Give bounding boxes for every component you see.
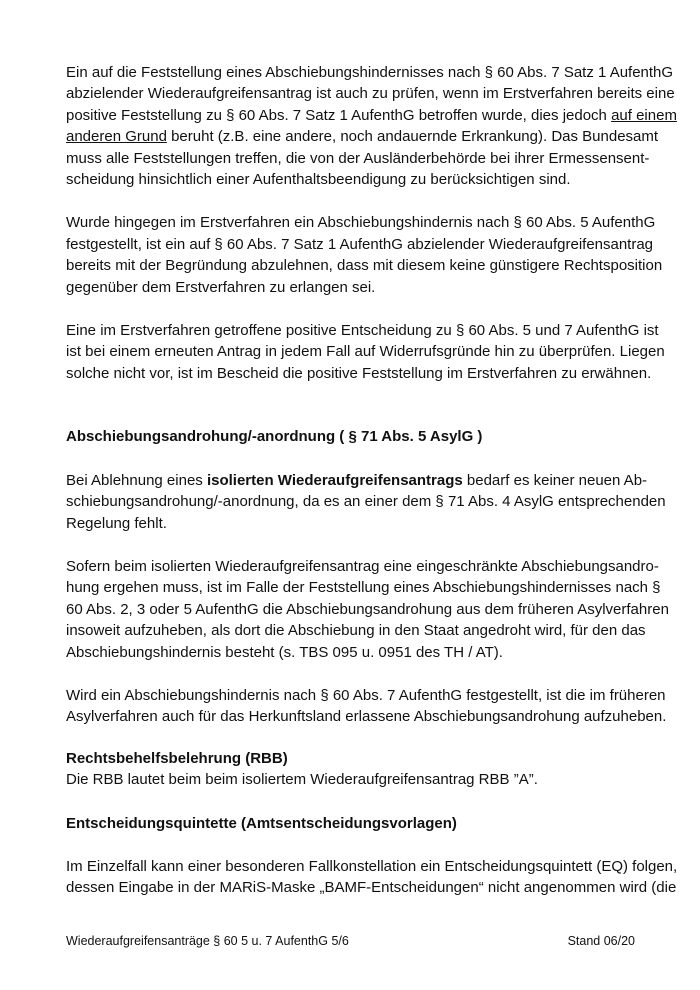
paragraph-6-line-2: Asylverfahren auch für das Herkunftsland erlassene Abschiebungsandrohung aufzuheben.: [66, 708, 667, 726]
document-body: [66, 62, 678, 899]
paragraph-5: [66, 556, 669, 663]
paragraph-5-line-3: 60 Abs. 2, 3 oder 5 AufenthG die Abschiebungsandrohung aus dem früheren Asylverfahren: [66, 600, 669, 618]
footer-document-title: Wiederaufgreifensanträge § 60 5 u. 7 AufenthG 5/6: [66, 934, 349, 948]
footer-version: Stand 06/20: [567, 934, 635, 948]
paragraph-5-line-1: Sofern beim isolierten Wiederaufgreifensantrag eine eingeschränkte Abschiebungsandro-: [66, 557, 659, 575]
paragraph-4-line-1-text-a: Bei Ablehnung eines: [66, 471, 207, 489]
paragraph-1-line-6: scheidung hinsichtlich einer Aufenthaltsbeendigung zu berücksichtigen sind.: [66, 171, 571, 189]
section-heading-entscheidungsquintette: Entscheidungsquintette (Amtsentscheidungsvorlagen): [66, 814, 457, 832]
paragraph-4-line-1-text-c: bedarf es keiner neuen Ab-: [462, 471, 648, 489]
paragraph-8: [66, 856, 678, 899]
paragraph-1: [66, 62, 677, 190]
paragraph-1-line-1: Ein auf die Feststellung eines Abschiebungshindernisses nach § 60 Abs. 7 Satz 1 AufenthG: [66, 64, 674, 81]
paragraph-1-line-5: muss alle Feststellungen treffen, die von der Ausländerbehörde bei ihrer Ermessensent-: [66, 149, 650, 167]
paragraph-5-line-2: hung ergehen muss, ist im Falle der Feststellung eines Abschiebungshindernisses nach §: [66, 579, 661, 597]
paragraph-2-line-3: bereits mit der Begründung abzulehnen, dass mit diesem keine günstigere Rechtsposition: [66, 257, 663, 275]
paragraph-3-line-1: Eine im Erstverfahren getroffene positive Entscheidung zu § 60 Abs. 5 und 7 AufenthG ist: [66, 322, 659, 340]
paragraph-2-line-1: Wurde hingegen im Erstverfahren ein Abschiebungshindernis nach § 60 Abs. 5 AufenthG: [66, 214, 656, 232]
paragraph-2: [66, 212, 663, 298]
paragraph-1-line-3-text: positive Feststellung zu § 60 Abs. 7 Satz 1 AufenthG betroffen wurde, dies jedoch: [66, 106, 612, 124]
paragraph-4: [66, 470, 666, 534]
paragraph-8-line-1: Im Einzelfall kann einer besonderen Fallkonstellation ein Entscheidungsquintett (EQ) folgen,: [66, 857, 678, 875]
paragraph-3: [66, 320, 665, 384]
paragraph-4-line-2: schiebungsandrohung/-anordnung, da es an einer dem § 71 Abs. 4 AsylG entsprechenden: [66, 493, 666, 511]
underlined-text-2: anderen Grund: [66, 128, 167, 146]
bold-text: isolierten Wiederaufgreifensantrags: [206, 471, 463, 489]
paragraph-2-line-2: festgestellt, ist ein auf § 60 Abs. 7 Satz 1 AufenthG abzielender Wiederaufgreifensantrag: [66, 235, 654, 253]
paragraph-3-line-3: solche nicht vor, ist im Bescheid die positive Feststellung im Erstverfahren zu erwähnen.: [66, 364, 652, 382]
paragraph-5-line-5: Abschiebungshindernis besteht (s. TBS 095 u. 0951 des TH / AT).: [66, 643, 503, 661]
paragraph-1-line-2: abzielender Wiederaufgreifensantrag ist auch zu prüfen, wenn im Erstverfahren bereits eine: [66, 85, 675, 103]
paragraph-6: [66, 685, 667, 728]
underlined-text-1: auf einem: [611, 106, 677, 124]
paragraph-1-line-3: [66, 105, 677, 126]
paragraph-3-line-2: ist bei einem erneuten Antrag in jedem Fall auf Widerrufsgründe hin zu überprüfen. Liegen: [66, 343, 665, 361]
paragraph-1-line-4: [66, 126, 659, 147]
paragraph-8-line-2: dessen Eingabe in der MARiS-Maske „BAMF-Entscheidungen“ nicht angenommen wird (die: [66, 879, 677, 897]
rbb-text: Die RBB lautet beim beim isoliertem Wiederaufgreifensantrag RBB ”A”.: [66, 771, 538, 789]
paragraph-6-line-1: Wird ein Abschiebungshindernis nach § 60 Abs. 7 AufenthG festgestellt, ist die im früheren: [66, 686, 666, 704]
section-heading-rbb: Rechtsbehelfsbelehrung (RBB): [66, 749, 288, 767]
paragraph-4-line-3: Regelung fehlt.: [66, 514, 167, 532]
paragraph-2-line-4: gegenüber dem Erstverfahren zu erlangen sei.: [66, 278, 376, 296]
paragraph-5-line-4: insoweit aufzuheben, als dort die Abschiebung in den Staat angedroht wird, für den das: [66, 622, 646, 640]
paragraph-4-line-1: [66, 470, 648, 491]
section-heading-abschiebungsandrohung: Abschiebungsandrohung/-anordnung ( § 71 Abs. 5 AsylG ): [66, 428, 483, 446]
paragraph-1-line-4-text: beruht (z.B. eine andere, noch andauernde Erkrankung). Das Bundesamt: [166, 128, 659, 146]
